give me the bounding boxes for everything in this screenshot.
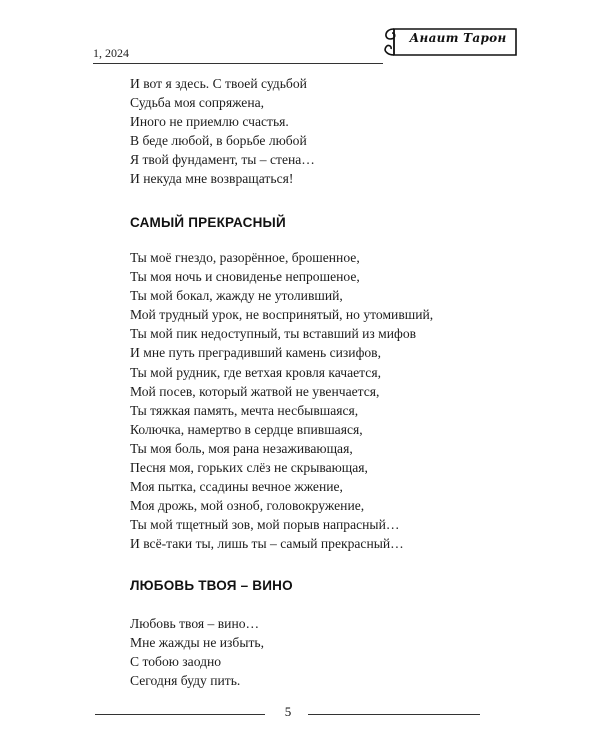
poem-line: Моя пытка, ссадины вечное жжение, <box>130 479 343 495</box>
footer-rule-left <box>95 714 265 715</box>
poem-line: Ты мой тщетный зов, мой порыв напрасный… <box>130 517 400 533</box>
poem-line: Ты моя боль, моя рана незаживающая, <box>130 440 353 456</box>
poem-line: С тобою заодно <box>130 654 222 670</box>
poem-line: И вот я здесь. С твоей судьбой <box>130 76 307 91</box>
poem-line: Судьба моя сопряжена, <box>130 95 265 111</box>
page-number: 5 <box>284 704 292 719</box>
poem-line: Мой посев, который жатвой не увенчается, <box>130 383 380 399</box>
poem-line: Моя дрожь, мой озноб, головокружение, <box>130 498 365 514</box>
poem-line: Ты тяжкая память, мечта несбывшаяся, <box>130 402 359 418</box>
poem-line: Ты моё гнездо, разорённое, брошенное, <box>130 250 360 265</box>
poem-line: Иного не приемлю счастья. <box>130 114 289 130</box>
poem-line: Песня моя, горьких слёз не скрывающая, <box>130 460 368 476</box>
poem-2-lines <box>130 248 433 554</box>
poem-line: Ты мой пик недоступный, ты вставший из мифов <box>130 326 417 342</box>
poem-2-title: САМЫЙ ПРЕКРАСНЫЙ <box>130 215 286 230</box>
poem-1-lines <box>130 74 315 189</box>
poem-3-lines <box>130 614 264 690</box>
poem-line: Ты мой бокал, жажду не утоливший, <box>130 288 343 304</box>
poem-line: Мне жажды не избыть, <box>130 635 264 651</box>
poem-line: Ты моя ночь и сновиденье непрошеное, <box>130 269 360 285</box>
poem-line: Любовь твоя – вино… <box>130 616 260 631</box>
poem-line: И некуда мне возвращаться! <box>130 171 294 187</box>
poem-3-title: ЛЮБОВЬ ТВОЯ – ВИНО <box>130 578 293 593</box>
poem-line: Я твой фундамент, ты – стена… <box>130 152 315 168</box>
header-rule <box>93 63 383 64</box>
poem-line: Колючка, намертво в сердце впившаяся, <box>130 421 363 437</box>
issue-label: 1, 2024 <box>93 46 129 60</box>
poem-line: И всё-таки ты, лишь ты – самый прекрасный… <box>130 536 404 552</box>
poem-line: Ты мой рудник, где ветхая кровля качается, <box>130 364 381 380</box>
journal-banner-title: Анаит Тарон <box>409 31 507 45</box>
poem-line: Сегодня буду пить. <box>130 673 241 689</box>
footer-rule-right <box>308 714 480 715</box>
poem-line: В беде любой, в борьбе любой <box>130 133 307 149</box>
poem-line: Мой трудный урок, не воспринятый, но утомивший, <box>130 307 434 323</box>
poem-line: И мне путь преградивший камень сизифов, <box>130 345 381 361</box>
